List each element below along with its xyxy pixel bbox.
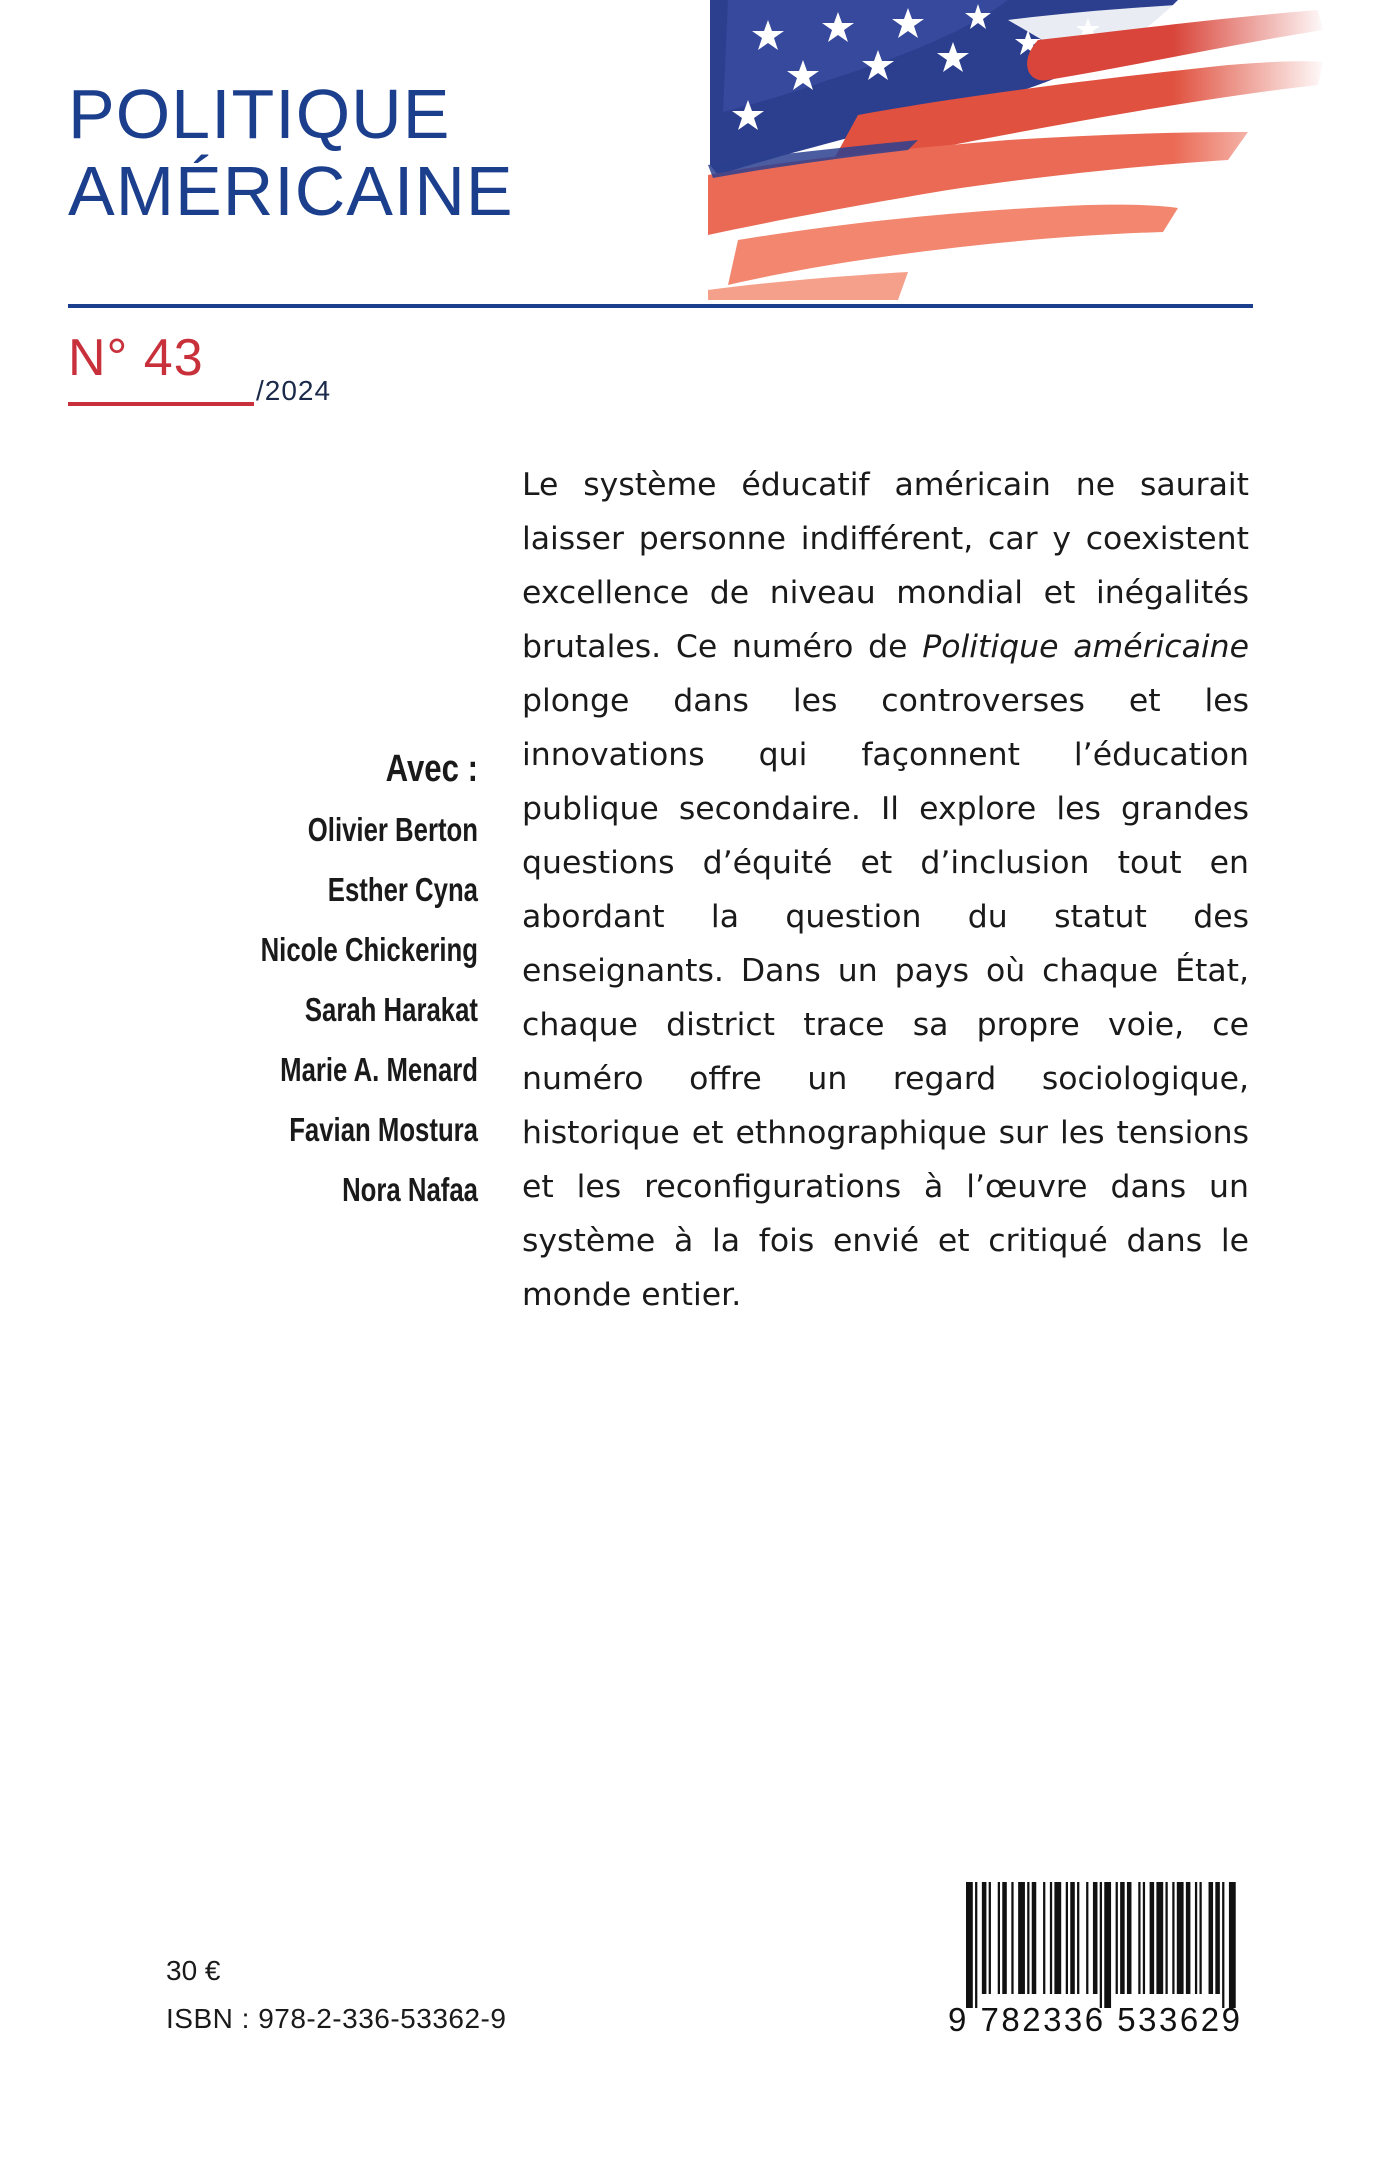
american-flag-artwork bbox=[708, 0, 1328, 300]
isbn: ISBN : 978-2-336-53362-9 bbox=[166, 2003, 507, 2034]
journal-title-line-1: POLITIQUE bbox=[68, 75, 451, 153]
journal-title-line-2: AMÉRICAINE bbox=[68, 152, 514, 230]
contributors-heading: Avec : bbox=[385, 748, 478, 790]
title-divider bbox=[68, 304, 1253, 308]
price: 30 € bbox=[166, 1955, 221, 1986]
contributor-name: Nicole Chickering bbox=[260, 931, 478, 968]
issue-underline bbox=[68, 402, 254, 406]
barcode-digits: 9 782336 533629 bbox=[948, 2001, 1243, 2038]
issue-year: /2024 bbox=[256, 375, 332, 406]
contributor-name: Esther Cyna bbox=[327, 871, 478, 908]
barcode bbox=[948, 1882, 1243, 2042]
contributors-list bbox=[150, 742, 478, 1220]
description-journal-name: Politique américaine bbox=[922, 629, 1250, 665]
contributor-name: Favian Mostura bbox=[289, 1111, 478, 1148]
description-text-start: Le système éducatif américain ne saurait laisser personne indifférent, car y coexistent excellence de niveau mondial et inégalités brutales. Ce numéro de bbox=[522, 467, 1249, 665]
contributor-name: Sarah Harakat bbox=[304, 991, 478, 1028]
description-text-end: plonge dans les controverses et les innovations qui façonnent l’éducation publique secondaire. Il explore les grandes questions d’équité et d’inclusion tout en abordant la question du statut des enseignants. Dans un pays où chaque État, chaque district trace sa propre voie, ce numéro offre un regard sociologique, historique et ethnographique sur les tensions et les reconfigurations à l’œuvre dans un système à la fois envié et critiqué dans le monde entier. bbox=[522, 683, 1249, 1313]
barcode-bars bbox=[966, 1882, 1238, 2008]
contributor-name: Marie A. Menard bbox=[280, 1051, 478, 1088]
journal-title bbox=[68, 76, 514, 230]
contributor-name: Olivier Berton bbox=[307, 811, 478, 848]
issue-description bbox=[522, 458, 1249, 1322]
issue-number: N° 43 bbox=[68, 329, 204, 387]
contributor-name: Nora Nafaa bbox=[342, 1171, 478, 1208]
